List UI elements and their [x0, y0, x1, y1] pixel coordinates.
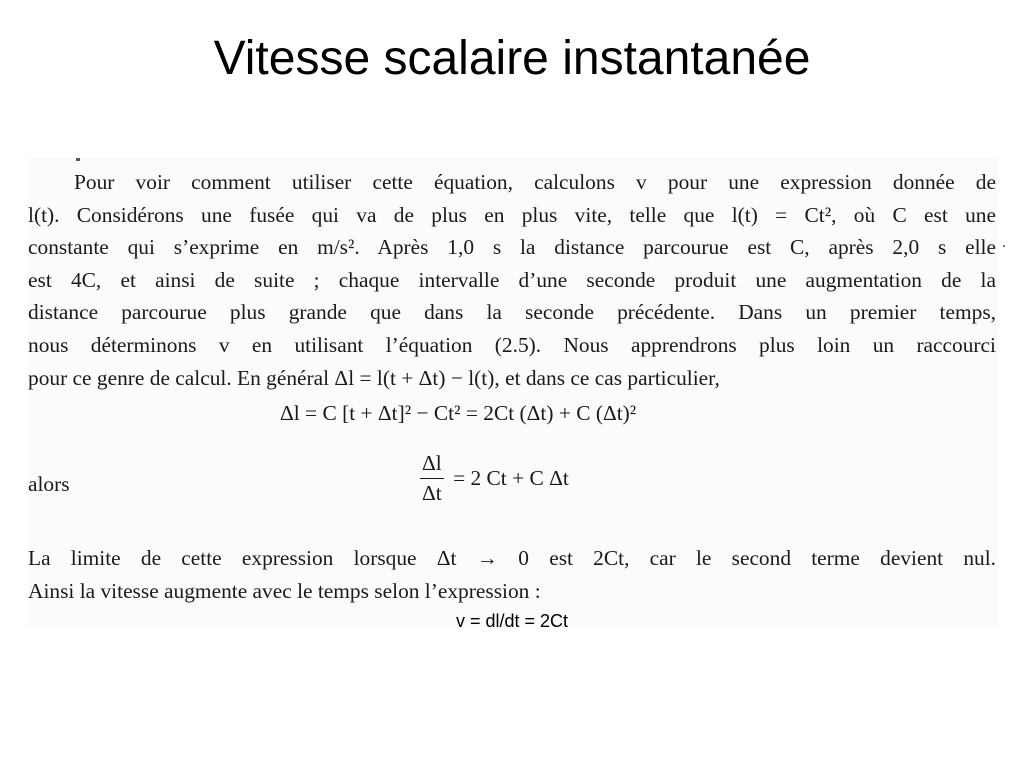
paragraph-line: nous déterminons v en utilisant l’équation (2.5). Nous apprendrons plus loin un raccourci [28, 332, 996, 357]
slide-title: Vitesse scalaire instantanée [213, 32, 811, 85]
paragraph-rocket-example [28, 166, 996, 394]
equation-ratio [420, 451, 569, 506]
scan-speck [1003, 245, 1005, 247]
alors-label: alors [28, 472, 70, 496]
equation-delta-l: Δl = C [t + Δt]² − Ct² = 2Ct (Δt) + C (Δt)² [280, 401, 637, 425]
scan-speck [76, 158, 80, 161]
paragraph-line: Ainsi la vitesse augmente avec le temps selon l’expression : [28, 578, 541, 603]
paragraph-line: est 4C, et ainsi de suite ; chaque intervalle d’une seconde produit une augmentation de la [28, 267, 996, 292]
paragraph-line: pour ce genre de calcul. En général Δl = l(t + Δt) − l(t), et dans ce cas particulier, [28, 365, 720, 390]
fraction [420, 451, 444, 506]
paragraph-line: La limite de cette expression lorsque Δt → 0 est 2Ct, car le second terme devient nul. [28, 546, 996, 570]
paragraph-line: constante qui s’exprime en m/s². Après 1,0 s la distance parcourue est C, après 2,0 s elle [28, 235, 996, 260]
fraction-denominator: Δt [422, 481, 442, 505]
fraction-numerator: Δl [420, 451, 444, 479]
final-equation: v = dl/dt = 2Ct [455, 611, 569, 631]
paragraph-limit [28, 542, 996, 607]
paragraph-line: Pour voir comment utiliser cette équation, calculons v pour une expression donnée de [74, 170, 996, 194]
paragraph-line: distance parcourue plus grande que dans la seconde précédente. Dans un premier temps, [28, 300, 996, 325]
scanned-textbook-excerpt [28, 158, 998, 628]
paragraph-line: l(t). Considérons une fusée qui va de plus en plus vite, telle que l(t) = Ct², où C est une [28, 202, 996, 227]
fraction-rhs: = 2 Ct + C Δt [453, 466, 569, 490]
